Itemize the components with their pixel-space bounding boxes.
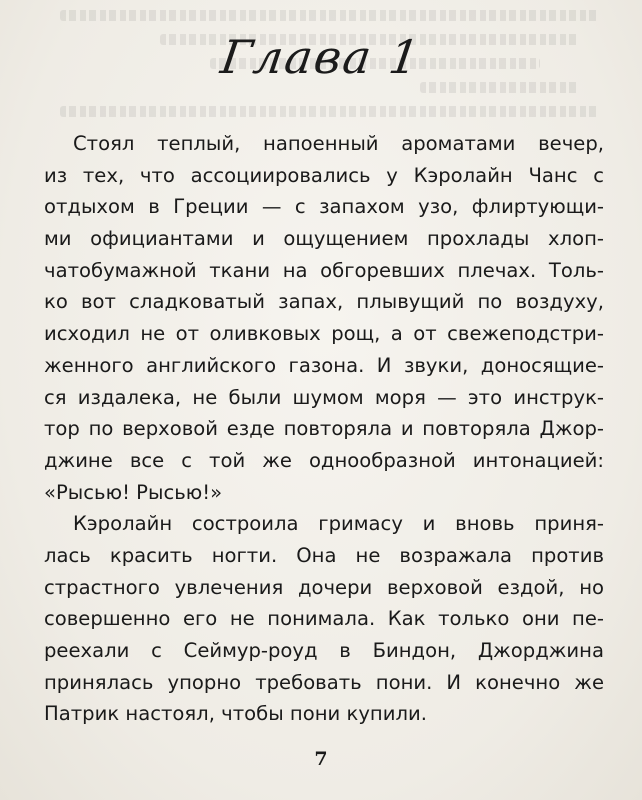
text-line: принялась упорно требовать пони. И конечно же bbox=[44, 670, 604, 694]
text-line: исходил не от оливковых рощ, а от свежеподстри- bbox=[44, 322, 604, 346]
text-line: джине все с той же однообразной интонацией: bbox=[44, 448, 604, 472]
text-line: Стоял теплый, напоенный ароматами вечер, bbox=[73, 132, 604, 155]
paragraph-1 bbox=[44, 128, 604, 508]
body-text bbox=[44, 128, 604, 730]
text-line: страстного увлечения дочери верховой ездой, но bbox=[44, 575, 604, 599]
text-line: Патрик настоял, чтобы пони купили. bbox=[44, 702, 427, 726]
chapter-title: Глава 1 bbox=[217, 30, 425, 84]
text-line: чатобумажной ткани на обгоревших плечах. Толь- bbox=[44, 258, 604, 282]
page-number: 7 bbox=[314, 748, 328, 770]
text-line: ми официантами и ощущением прохлады хлоп- bbox=[44, 227, 604, 251]
text-line: отдыхом в Греции — с запахом узо, флиртующи- bbox=[44, 195, 604, 219]
text-line: реехали с Сеймур-роуд в Биндон, Джорджина bbox=[44, 639, 604, 663]
text-line: тор по верховой езде повторяла и повторяла Джор- bbox=[44, 417, 604, 441]
text-line: «Рысью! Рысью!» bbox=[44, 480, 223, 504]
text-line: лась красить ногти. Она не возражала против bbox=[44, 543, 604, 567]
text-line: из тех, что ассоциировались у Кэролайн Чанс с bbox=[44, 163, 604, 187]
text-line: ко вот сладковатый запах, плывущий по воздуху, bbox=[44, 290, 604, 314]
text-line: Кэролайн состроила гримасу и вновь приня- bbox=[73, 512, 604, 536]
paragraph-2 bbox=[44, 508, 604, 730]
text-line: совершенно его не понимала. Как только они пе- bbox=[44, 607, 604, 631]
text-line: женного английского газона. И звуки, доносящие- bbox=[44, 353, 604, 377]
text-line: ся издалека, не были шумом моря — это инструк- bbox=[44, 385, 604, 409]
